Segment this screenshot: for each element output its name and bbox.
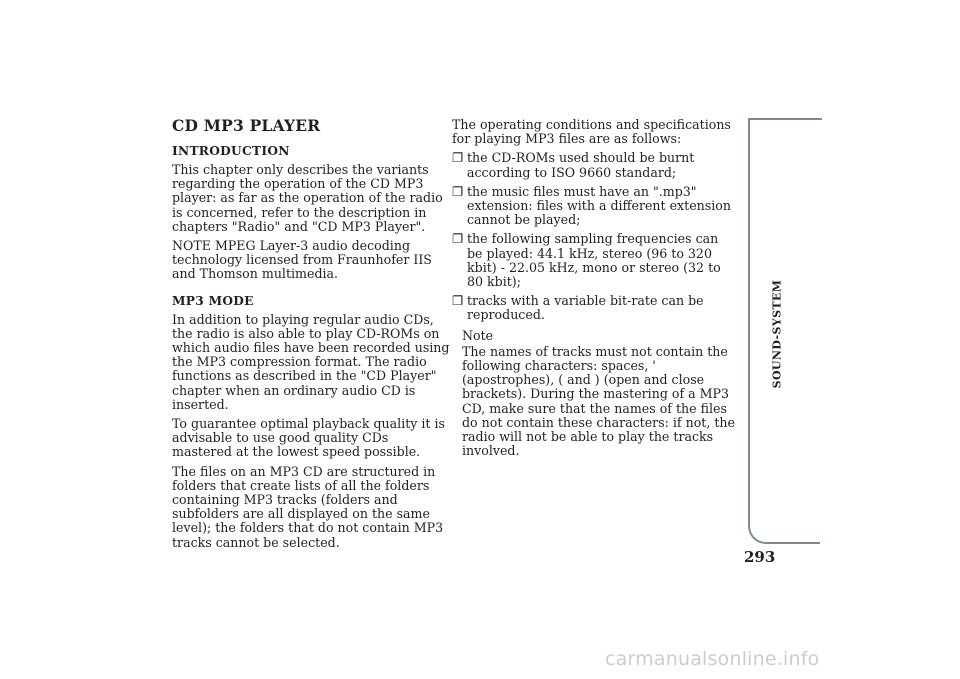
section-tab [748,118,820,544]
page-number: 293 [744,548,776,566]
list-item [452,232,737,289]
list-item [452,185,737,228]
introduction-paragraph-2: NOTE MPEG Layer-3 audio decoding technology licensed from Fraunhofer IIS and Thomson multimedia. [172,238,432,282]
list-item-text: the CD-ROMs used should be burnt according to ISO 9660 standard; [467,150,695,180]
list-item-text: the music files must have an ".mp3" extension: files with a different extension cannot be played; [467,183,731,228]
checkbox-icon: ❐ [452,150,464,166]
checkbox-icon: ❐ [452,231,464,247]
right-column [452,118,737,458]
specifications-lead: The operating conditions and specifications for playing MP3 files are as follows: [452,117,731,147]
mp3-mode-paragraph-3: The files on an MP3 CD are structured in folders that create lists of all the folders containing MP3 tracks (folders and subfolders are all displayed on the same level); the folders that do not contain MP3 tracks cannot be selected. [172,463,444,550]
section-label: SOUND-SYSTEM [770,279,784,389]
introduction-paragraph-1: This chapter only describes the variants regarding the operation of the CD MP3 player: as far as the operation of the radio is concerned, refer to the description in chapters "Radio" and "CD MP3 Player". [172,162,443,234]
checkbox-icon: ❐ [452,183,464,199]
watermark: carmanualsonline.info [605,648,820,670]
list-item [452,151,737,179]
mp3-mode-heading: MP3 MODE [172,293,254,308]
mp3-mode-paragraph-1: In addition to playing regular audio CDs, the radio is also able to play CD-ROMs on which audio files have been recorded using the MP3 compression format. The radio functions as described in the "CD Player" chapter when an ordinary audio CD is inserted. [172,311,450,412]
list-item-text: tracks with a variable bit-rate can be reproduced. [467,293,704,323]
introduction-heading: INTRODUCTION [172,144,290,158]
section-tab-top-line [750,118,822,120]
note-label: Note [462,327,494,343]
checkbox-icon: ❐ [452,293,464,309]
left-column [172,117,450,555]
page-title: CD MP3 PLAYER [172,116,321,135]
mp3-mode-paragraph-2: To guarantee optimal playback quality it is advisable to use good quality CDs mastered at the lowest speed possible. [172,416,445,460]
list-item [452,294,737,322]
note-text: The names of tracks must not contain the following characters: spaces, ' (apostrophes), ( and ) (open and close brackets). During the mastering of a MP3 CD, make sure that the names of the files do not contain these characters: if not, the radio will not be able to play the tracks involved. [462,343,735,459]
list-item-text: the following sampling frequencies can be played: 44.1 kHz, stereo (96 to 320 kbit) - 22.05 kHz, mono or stereo (32 to 80 kbit); [467,231,721,290]
specifications-list [452,151,737,322]
